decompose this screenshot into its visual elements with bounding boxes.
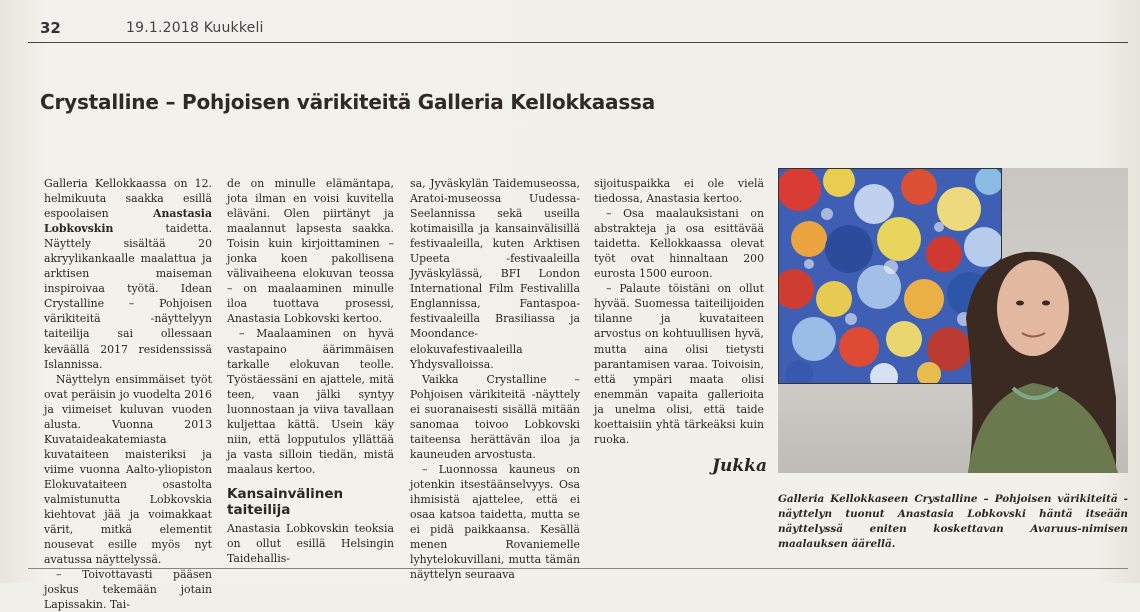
paragraph: – Toivottavasti pääsen joskus tekemään jotain Lapissakin. Tai- (44, 568, 212, 612)
bottom-rule (28, 568, 1128, 569)
paragraph: Galleria Kellokkaassa on 12. helmikuuta saakka esillä espoolaisen Anastasia Lobkovskin taidetta. Näyttely sisältää 20 akryylikankaalle maalattua ja arktisen maiseman inspiroivaa työtä. Idean Crystalline – Pohjoisen värikiteitä -näyttelyyn taiteilija sai ollessaan keväällä 2017 residenssissä Islannissa. (44, 177, 212, 371)
article-column-4 (594, 176, 764, 447)
artist-name: Anastasia Lobkovskin (44, 207, 212, 236)
page-number: 32 (40, 19, 61, 37)
article-headline: Crystalline – Pohjoisen värikiteitä Galleria Kellokkaassa (40, 90, 656, 114)
artist-portrait (778, 168, 1128, 473)
paragraph: Anastasia Lobkovskin teoksia on ollut esillä Helsingin Taidehallis- (227, 521, 394, 566)
paragraph: sa, Jyväskylän Taidemuseossa, Aratoi-museossa Uudessa-Seelannissa sekä useilla kotimaisilla ja kansainvälisillä festivaaleilla, kuten Arktisen Upeeta -festivaaleilla Jyväskylässä, BFI London International Film Festivalilla Englannissa, Fantaspoa-festivaaleilla Brasiliassa ja Moondance-elokuvafestivaaleilla Yhdysvalloissa. (410, 177, 580, 371)
photo-caption: Galleria Kellokkaseen Crystalline – Pohjoisen värikiteitä -näyttelyn tuonut Anastasia Lobkovski häntä itseään näyttelyssä eniten koskettavan Avaruus-nimisen maalauksen äärellä. (778, 493, 1128, 550)
paragraph: – Luonnossa kauneus on jotenkin itsestäänselvyys. Osa ihmisistä ajattelee, että ei osaa katsoa taidetta, mutta se ei pidä paikkaansa. Kesällä menen Rovaniemelle lyhytelokuvillani, mutta tämän näyttelyn seuraava (410, 462, 580, 582)
paragraph: – Palaute töistäni on ollut hyvää. Suomessa taiteilijoiden tilanne ja kuvataiteen arvostus on kohtuullisen hyvä, mutta aina olisi tietysti parantamisen varaa. Toivoisin, että ympäri maata olisi enemmän vapaita gallerioita ja unelma olisi, että taide koettaisiin yhtä tärkeäksi kuin ruoka. (594, 282, 764, 446)
paragraph: – Maalaaminen on hyvä vastapaino äärimmäisen tarkalle elokuvan teolle. Työstäessäni en ajattele, mitä teen, vaan jälki syntyy luonnostaan ja viiva tavallaan kuljettaa kättä. Usein käy niin, että lopputulos yllättää ja vasta silloin tiedän, mistä maalaus kertoo. (227, 327, 394, 476)
paragraph: Vaikka Crystalline – Pohjoisen värikiteitä -näyttely ei suoranaisesti sisällä mitään sanomaa toivoo Lobkovski taiteensa herättävän iloa ja kauneuden arvostusta. (410, 372, 580, 461)
paragraph: de on minulle elämäntapa, jota ilman en voisi kuvitella eläväni. Olen piirtänyt ja maalannut lapsesta saakka. Toisin kuin kirjoittaminen – jonka koen pakollisena välivaiheena elokuvan teossa – on maalaaminen minulle iloa tuottava prosessi, Anastasia Lobkovski kertoo. (227, 177, 394, 326)
issue-date: 19.1.2018 Kuukkeli (126, 20, 264, 36)
article-column-3 (410, 176, 580, 582)
article-column-1 (44, 176, 212, 612)
author-signature: Jukka (712, 456, 767, 476)
article-column-2 (227, 176, 394, 566)
paragraph: Näyttelyn ensimmäiset työt ovat peräisin jo vuodelta 2016 ja viimeiset kuluvan vuoden alusta. Vuonna 2013 Kuvataideakatemiasta kuvataiteen maisteriksi ja viime vuonna Aalto-yliopiston Elokuvataiteen osastolta valmistunutta Lobkovskia kiehtovat jää ja voimakkaat värit, mitkä elementit nousevat esille myös nyt avatussa näyttelyssä. (44, 372, 212, 567)
page-header (28, 18, 1128, 43)
article-subheading: Kansainvälinen taiteilija (227, 485, 344, 518)
article-photo (778, 168, 1128, 473)
paragraph: – Osa maalauksistani on abstrakteja ja osa esittävää taidetta. Kellokkaassa olevat työt ovat hinnaltaan 200 eurosta 1500 euroon. (594, 207, 764, 281)
paragraph: sijoituspaikka ei ole vielä tiedossa, Anastasia kertoo. (594, 177, 764, 206)
